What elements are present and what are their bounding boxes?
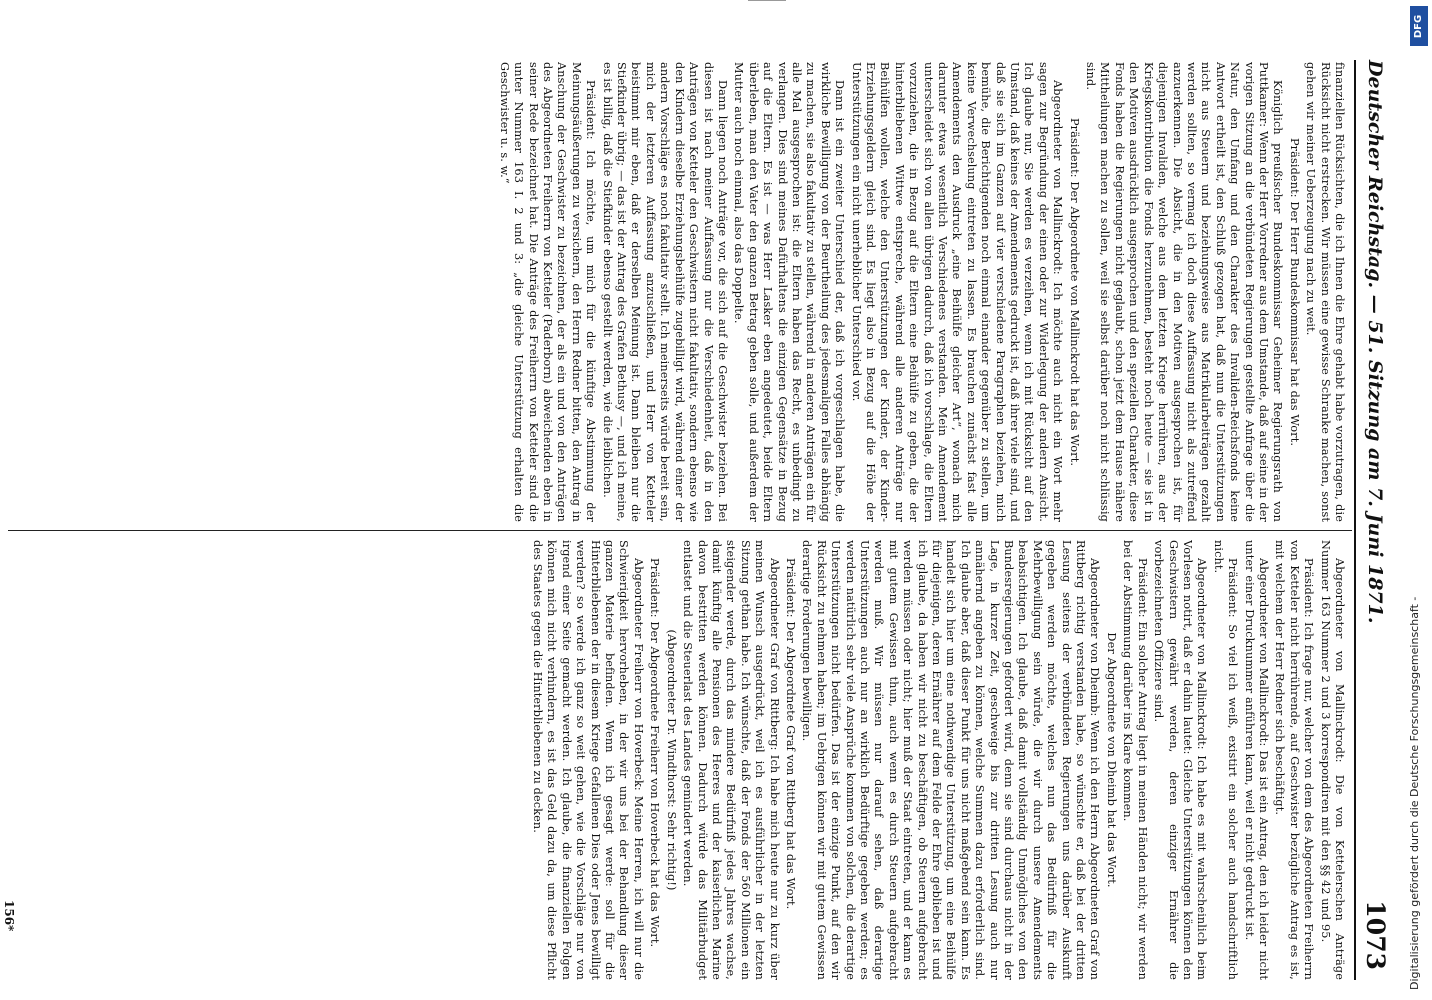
running-head: Deutscher Reichstag. — 51. Sitzung am 7. Juni 1871. [1364,60,1386,624]
paragraph: (Abgeordneter Dr. Windthorst: Sehr richtig!) [664,629,678,891]
paragraph: Präsident: So viel ich weiß, existirt ein solcher auch handschriftlich nicht. [1211,540,1240,980]
scan-mark [748,0,786,7]
page-number: 1073 [1361,900,1390,970]
dfg-logo-text: DFG [1413,14,1425,38]
folio-mark: 156* [2,900,16,932]
page-header [1354,60,1392,980]
right-column [8,540,1346,980]
paragraph: Abgeordneter von Mallinckrodt: Das ist ein Antrag, den ich leider nicht unter einer Drucknummer anführen kann, weil er nicht gedruckt ist. [1242,540,1270,980]
paragraph: Abgeordneter von Mallinckrodt: Ich möchte auch nicht ein Wort mehr sagen zur Begründung der einen oder zur Widerlegung der andern Ansicht. Ich glaube nur, Sie werden es verzeihen, wenn ich mit Rücksicht auf den Umstand, daß keines der Amendements gedruckt ist, daß ihrer viele sind, und daß sie sich im Ganzen auf vier verschiedene Paragraphen beziehen, mich bemühe, die Berichtigenden noch einmal einander gegenüber zu stellen, um keine Verwechselung eintreten zu lassen. Es brauchen zunächst fast alle Amendements den Ausdruck „eine Beihülfe gleicher Art“, wonach mich darunter etwas wesentlich Verschiedenes verstanden. Mein Amendement unterscheidet sich von allen übrigen dadurch, daß ich vorschlage, die Eltern vorzuziehen, die in Bezug auf die Eltern eine Beihülfe zu geben, die der hinterbliebenen Wittwe entspreche, während alle anderen Anträge nur Beihülfen wollen, welche den Unterstützungen der Kinder, der Kinder-Erziehungsgeldern gleich sind. Es liegt also in Bezug auf die Höhe der Unterstützungen ein nicht unerheblicher Unterschied vor. [849,62,1065,522]
paragraph: Präsident: Ich frage nur, welcher von dem des Abgeordneten Freiherrn von Ketteler nicht herrührende, auf Geschwister bezügliche Antrag es ist, mit welchem der Herr Redner sich beschäftigt. [1273,540,1316,980]
paragraph: finanziellen Rücksichten, die ich Ihnen die Ehre gehabt habe vorzutragen, die Rücksicht nicht erstrecken. Wir müssen eine gewisse Schranke machen, sonst gehen wir meiner Ueberzeugung nach zu weit. [1304,62,1346,522]
paragraph: Präsident: Der Abgeordnete Freiherr von Hoverbeck hat das Wort. [648,558,662,948]
paragraph: Präsident: Der Abgeordnete Graf von Rittberg hat das Wort. [783,558,797,910]
paragraph: Abgeordneter Freiherr von Hoverbeck: Meine Herren, ich will nur die Schwierigkeit hervorheben, in der wir uns bei der Behandlung dieser ganzen Materie befinden. Wenn ich gesagt werde: soll für die Hinterbliebenen der in diesem Kriege Gefallenen Dies oder Jenes bewilligt werden? so werde ich ganz so weit gehen, wie die Vorschläge nur von irgend einer Seite gemacht werden. Ich glaube, die finanziellen Folgen können mich nicht verhindern, es ist das Geld dazu da, um diese Pflicht des Staates gegen die Hinterbliebenen zu decken. [531,540,645,980]
column-divider [8,530,1352,531]
dfg-sidebar [1400,0,1432,1000]
left-column [8,62,1346,522]
paragraph: Dann liegen noch Anträge vor, die sich auf die Geschwister beziehen. Bei diesen ist nach meiner Auffassung nur die Verschiedenheit, daß in den Anträgen von Ketteler den Geschwistern nicht fakultativ, sondern ebenso wie den Kindern dieselbe Erziehungsbeihülfe zugebilligt wird, während einer der andern Vorschläge es noch fakultativ stellt. Ich meinerseits würde bereit sein, mich der letzteren Auffassung anzuschließen, und Herr von Ketteler beistimmt mir eben, daß er derselben Meinung ist. Dann bleiben nur die Stiefkinder übrig; — das ist der Antrag des Grafen Bethusy —, und ich meine, es ist billig, daß die Stiefkinder ebenso gestellt werden, wie die leiblichen. [600,62,729,522]
paragraph: Abgeordneter von Mallinckrodt: Die von Kettelerschen Anträge Nummer 163 Nummer 2 und 3 korrespondiren mit den §§ 42 und 95. [1318,540,1346,980]
paragraph: Präsident: Der Herr Bundeskommissar hat das Wort. [1287,137,1301,447]
paragraph: Der Abgeordnete von Dheimb hat das Wort. [1104,632,1118,888]
paragraph: Abgeordneter von Dheimb: Wenn ich den Herrn Abgeordneten Graf von Rittberg richtig verstanden habe, so wünschte er, daß bei der dritten Lesung seitens der verbündeten Regierungen uns darüber Auskunft gegeben werden möchte, welches nun das Bedürfniß für die Mehrbewilligung sein würde, die wir durch unsere Amendements beabsichtigen. Ich glaube, daß damit vollständig Unmögliches von den Bundesregierungen gefordert wird, denn sie sind durchaus nicht in der Lage, in kurzer Zeit, geschweige bis zur dritten Lesung auch nur annähernd angeben zu können, welche Summen dazu erforderlich sind. Ich glaube aber, daß dieser Punkt für uns nicht maßgebend sein kann. Es handelt sich hier um eine nothwendige Unterstützung, um eine Beihülfe für diejenigen, deren Ernährer auf dem Felde der Ehre geblieben ist und ich glaube, da haben wir nicht zu beschäftigen, ob Steuern aufgebracht werden müssen oder nicht; hier muß der Staat eintreten, und er kann es mit gutem Gewissen thun, auch wenn es durch Steuern aufgebracht werden muß. Wir müssen nur darauf sehen, daß derartige Unterstützungen auch nur an wirklich Bedürftige gegeben werden; es werden natürlich sehr viele Ansprüche kommen von solchen, die derartige Unterstützungen nicht bedürfen. Das ist der einzige Punkt, auf den wir Rücksicht zu nehmen haben; im Uebrigen können wir mit gutem Gewissen derartige Forderungen bewilligen. [800,540,1102,980]
paragraph: Königlich preußischer Bundeskommissar Geheimer Regierungsrath von Puttkamer: Wenn der Herr Vorredner aus dem Umstande, daß auf seine in der vorigen Sitzung an die verbündeten Regierungen gestellte Anfrage über die Natur, den Umfang und den Charakter des Invaliden-Reichsfonds keine Antwort ertheilt ist, den Schluß gezogen hat, daß nun die Unterstützungen nicht aus Steuern und beziehungsweise aus Matrikularbeiträgen gezahlt werden sollten, so vermag ich doch diese Auffassung nicht als zutreffend anzuerkennen. Die Absicht, die in den Motiven ausgesprochen ist, für diejenigen Invaliden, welche aus dem letzten Kriege herrühren, aus der Kriegskontribution die Fonds herzunehmen, besteht noch heute — sie ist in den Motiven ausdrücklich ausgesprochen und den speziellen Charakter, diese Fonds haben die Regierungen nicht geglaubt, schon jetzt dem Hause nähere Mittheilungen machen zu sollen, weil sie selbst darüber noch nicht schlüssig sind. [1084,62,1285,522]
paragraph: Präsident: Ein solcher Antrag liegt in meinen Händen nicht; wir werden bei der Abstimmung darüber ins Klare kommen. [1121,540,1149,980]
paragraph: Präsident: Ich möchte, um mich für die künftige Abstimmung der Meinungsäußerungen zu versichern, den Herrn Redner bitten, den Antrag in Anschung der Geschwister zu bezeichnen, der als ein und von den Anträgen des Abgeordneten Freiherrn von Ketteler (Paderborn) abweichenden eben in seiner Rede bezeichnet hat. Die Anträge des Freiherrn von Ketteler sind die unter Nummer 163 I. 2 und 3: „die gleiche Unterstützung erhalten die Geschwister u. s. w.“ [497,62,598,522]
dfg-credit: Digitalisierung gefördert durch die Deutsche Forschungsgemeinschaft - [1408,596,1421,990]
paragraph: Abgeordneter Graf von Rittberg: Ich habe mich heute nur zu kurz über meinen Wunsch ausgedrückt, weil ich es ausführlicher in der letzten Sitzung gethan habe. Ich wünschte, daß der Fonds der 560 Millionen ein steigender werde, durch das mindere Bedürfniß jedes Jahres wachse, damit künftig alle Pensionen des Heeres und der kaiserlichen Marine davon bestritten werden können. Dadurch würde das Militärbudget entlastet und die Steuerlast des Landes gemindert werden. [681,540,781,980]
paragraph: Präsident: Der Abgeordnete von Mallinckrodt hat das Wort. [1067,117,1081,467]
paragraph: Abgeordneter von Mallinckrodt: Ich habe es mit wahrscheinlich beim Vorlesen notirt, daß er dahin lautet: Gleiche Unterstützungen können den Geschwistern gewährt werden, deren einziger Ernährer die vorbezeichneten Offiziere sind. [1152,540,1209,980]
paragraph: Dann ist ein zweiter Unterschied der, daß ich vorgeschlagen habe, die wirkliche Bewilligung von der Beurtheilung des jedesmaligen Falles abhängig zu machen, sie also fakultativ zu stellen, während in anderen Anträgen ein für alle Mal ausgesprochen ist: die Eltern haben das Recht, es unbedingt zu verlangen. Dies sind meines Dafürhaltens die einzigen Gegensätze in Bezug auf die Eltern. Es ist — was Herr Lasker eben angedeutet, beide Eltern überleben, man den Vater den ganzen Betrag geben solle, und außerdem der Mutter auch noch einmal, also das Doppelte. [732,62,847,522]
dfg-logo [1410,6,1428,46]
